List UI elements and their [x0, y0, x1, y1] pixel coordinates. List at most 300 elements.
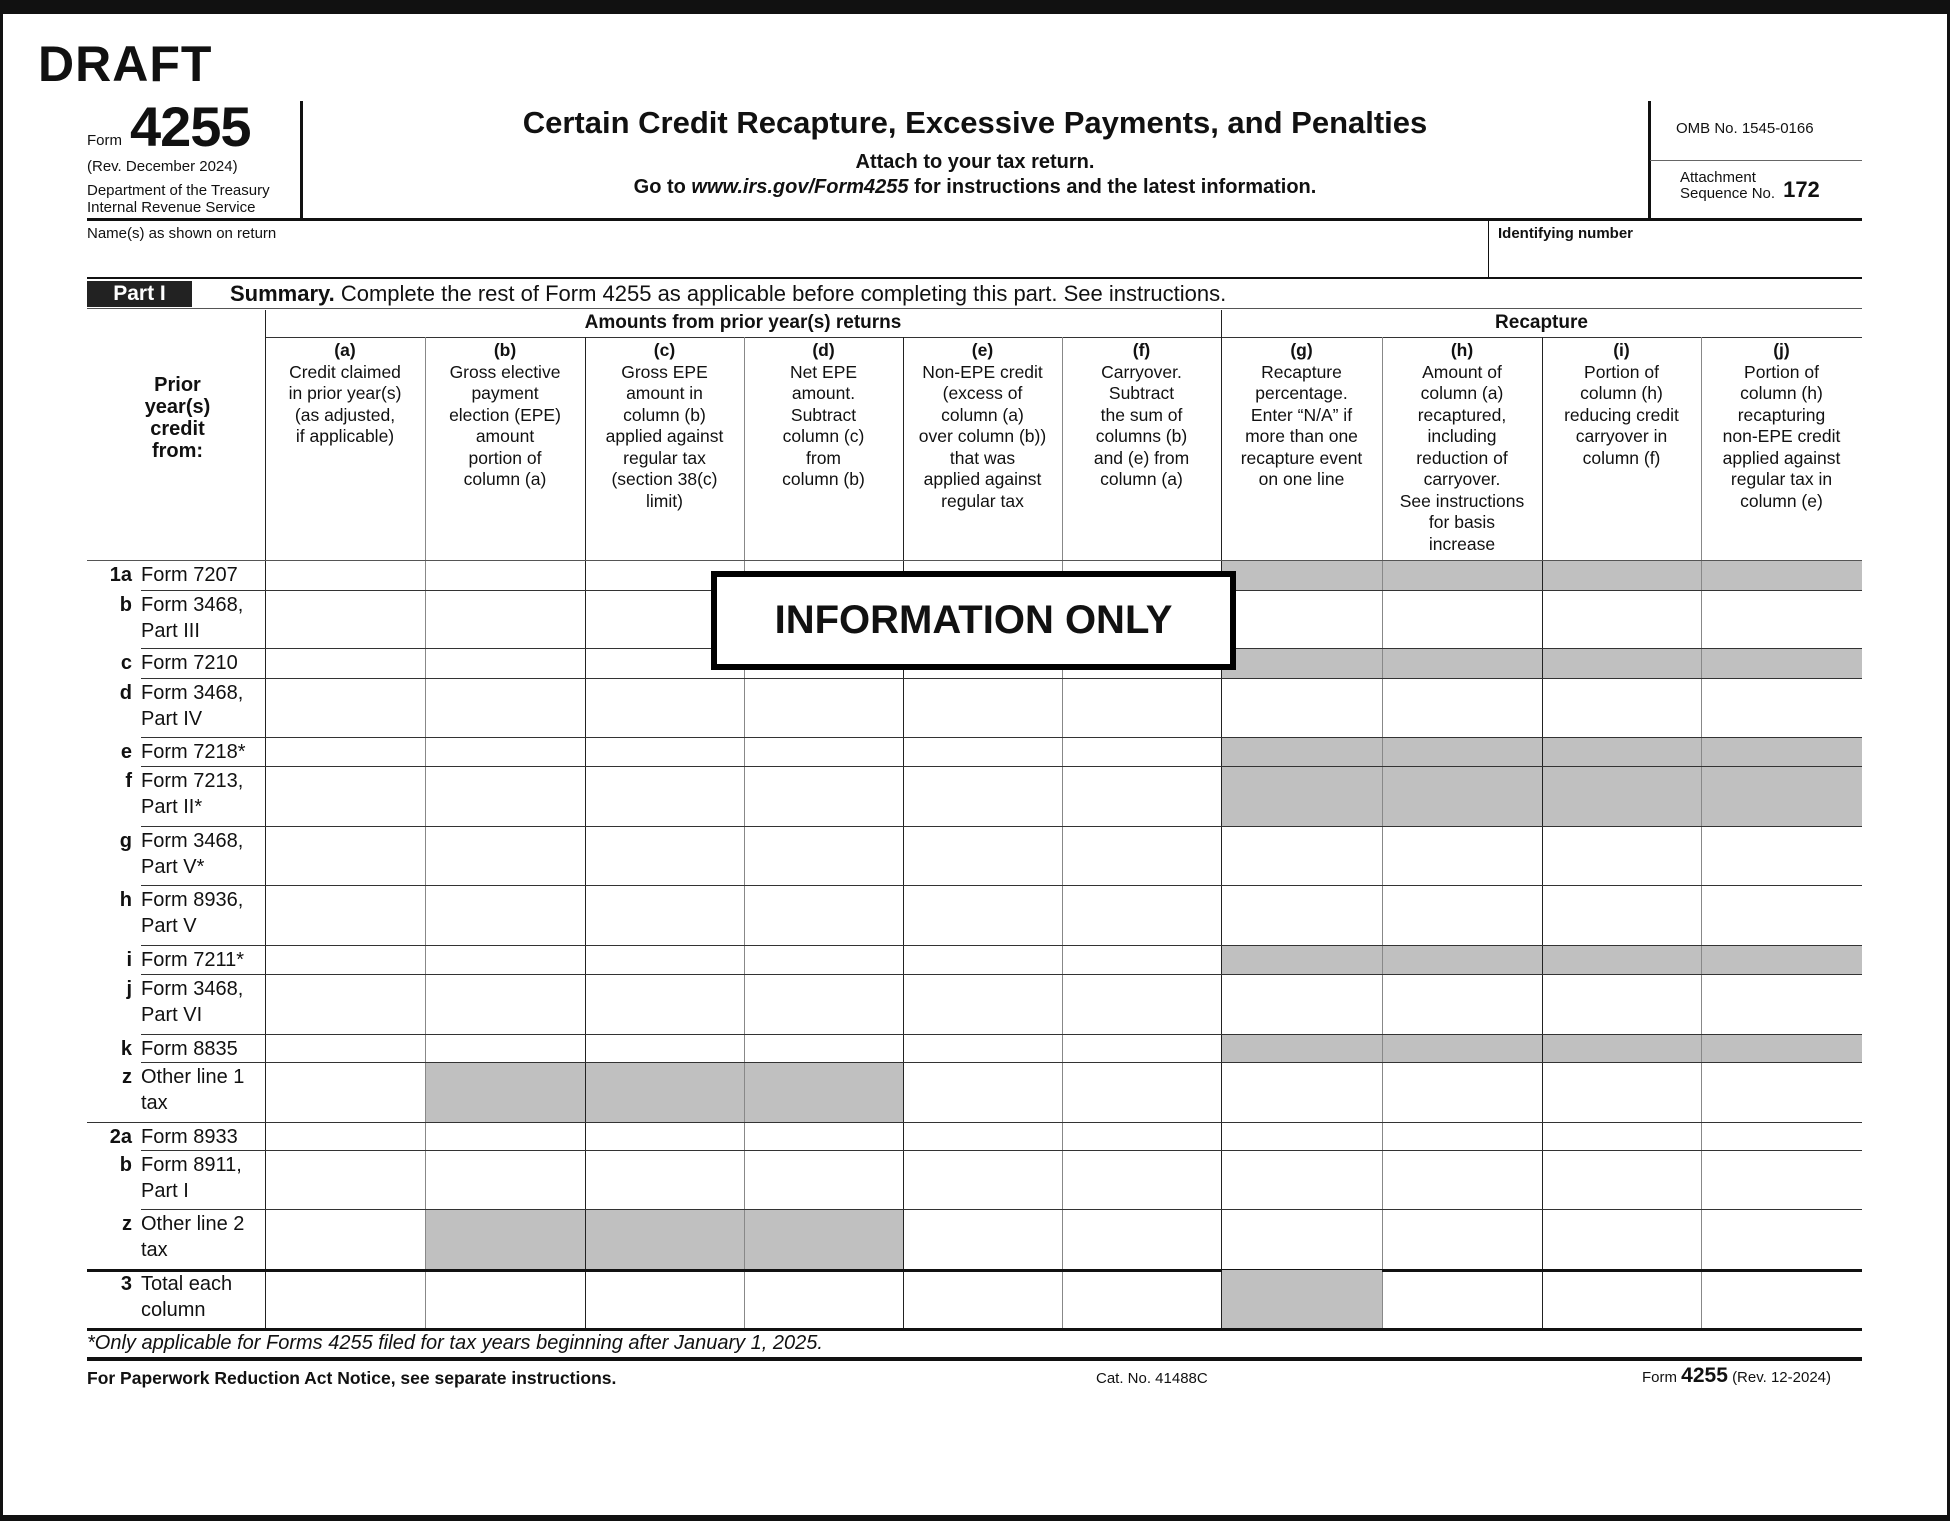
entry-cell[interactable]	[1063, 1063, 1221, 1122]
entry-cell[interactable]	[1383, 1063, 1542, 1122]
column-header-line: Enter “N/A” if	[1250, 404, 1353, 425]
entry-cell[interactable]	[586, 827, 744, 885]
entry-cell[interactable]	[1383, 679, 1542, 737]
attachment-label-2: Sequence No.	[1680, 185, 1776, 202]
entry-cell[interactable]	[1543, 827, 1701, 885]
entry-cell[interactable]	[1063, 738, 1221, 766]
shaded-cell	[1543, 946, 1701, 974]
entry-cell[interactable]	[586, 767, 744, 826]
entry-cell[interactable]	[1543, 591, 1701, 648]
entry-cell[interactable]	[1383, 975, 1542, 1034]
line-label	[141, 1036, 263, 1062]
entry-cell[interactable]	[426, 827, 585, 885]
column-header-e	[903, 340, 1062, 512]
header-bottom-rule	[87, 218, 1862, 221]
entry-cell[interactable]	[904, 946, 1062, 974]
entry-cell[interactable]	[1383, 1151, 1542, 1209]
name-field[interactable]	[87, 245, 1482, 275]
column-header-line: if applicable)	[295, 426, 395, 446]
sequence-number: 172	[1783, 177, 1820, 202]
entry-cell[interactable]	[586, 946, 744, 974]
entry-cell[interactable]	[1222, 1123, 1382, 1150]
shaded-cell	[1222, 649, 1382, 678]
column-header-line: from	[806, 447, 841, 468]
column-header-line: See instructions	[1399, 490, 1525, 511]
entry-cell[interactable]	[586, 1151, 744, 1209]
column-header-line: on one line	[1258, 469, 1345, 489]
column-header-line: column (b)	[623, 404, 706, 425]
entry-cell[interactable]	[266, 591, 425, 648]
column-header-line: column (f)	[1582, 447, 1661, 468]
line-label-text: Form 8835	[141, 1038, 238, 1060]
column-header-line: (excess of	[942, 383, 1023, 403]
goto-suffix: for instructions and the latest information.	[908, 176, 1317, 198]
entry-cell[interactable]	[745, 827, 903, 885]
column-header-line: regular tax	[623, 447, 706, 468]
column-letter: (h)	[1450, 340, 1474, 360]
shaded-cell	[1222, 946, 1382, 974]
shaded-cell	[1543, 561, 1701, 590]
line-label	[141, 1124, 263, 1150]
entry-cell[interactable]	[745, 1123, 903, 1150]
column-header-line: Credit claimed	[289, 361, 401, 382]
column-header-line: percentage.	[1255, 383, 1348, 403]
footer-form-id	[1642, 1364, 1831, 1390]
column-header-line: recaptured,	[1417, 404, 1507, 425]
line-label-text: Form 8933	[141, 1126, 238, 1148]
column-header-line: column (a)	[463, 469, 547, 489]
entry-cell[interactable]	[266, 975, 425, 1034]
column-header-c	[585, 340, 744, 512]
shaded-cell	[1222, 1035, 1382, 1062]
column-header-line: portion of	[468, 447, 542, 468]
line-label	[141, 739, 263, 765]
shaded-cell	[426, 1210, 585, 1269]
entry-cell[interactable]	[745, 767, 903, 826]
line-label-text: Form 3468,	[141, 682, 244, 704]
entry-cell[interactable]	[266, 946, 425, 974]
omb-divider	[1650, 160, 1862, 161]
line-label-text: Form 8911,	[141, 1154, 242, 1176]
shaded-cell	[745, 1063, 903, 1122]
prior-year-header-line: Prior	[154, 374, 201, 396]
shaded-cell	[426, 1063, 585, 1122]
column-header-line: over column (b))	[918, 426, 1047, 446]
column-header-line: regular tax in	[1730, 469, 1833, 489]
column-header-line: reduction of	[1416, 447, 1508, 468]
entry-cell[interactable]	[1702, 1210, 1862, 1269]
column-header-b	[425, 340, 585, 491]
entry-cell[interactable]	[1222, 1210, 1382, 1269]
entry-cell[interactable]	[1702, 975, 1862, 1034]
column-header-line: recapturing	[1737, 404, 1826, 425]
entry-cell[interactable]	[266, 1063, 425, 1122]
line-number: e	[120, 741, 132, 763]
shaded-cell	[1383, 738, 1542, 766]
shaded-cell	[1222, 767, 1382, 826]
entry-cell[interactable]	[426, 1151, 585, 1209]
entry-cell[interactable]	[745, 946, 903, 974]
header-divider-left	[300, 101, 303, 219]
column-header-line: limit)	[646, 490, 683, 511]
entry-cell[interactable]	[745, 975, 903, 1034]
line-label	[141, 680, 263, 732]
entry-cell[interactable]	[266, 886, 425, 945]
shaded-cell	[1222, 738, 1382, 766]
column-header-line: column (b)	[782, 469, 865, 489]
entry-cell[interactable]	[1222, 827, 1382, 885]
entry-cell[interactable]	[904, 1123, 1062, 1150]
entry-cell[interactable]	[586, 975, 744, 1034]
line-number: d	[119, 682, 132, 704]
paperwork-notice: For Paperwork Reduction Act Notice, see separate instructions.	[87, 1368, 617, 1388]
entry-cell[interactable]	[1702, 827, 1862, 885]
entry-cell[interactable]	[1222, 591, 1382, 648]
line-label-text: Part VI	[141, 1004, 203, 1026]
column-header-line: the sum of	[1100, 404, 1183, 425]
shaded-cell	[1383, 649, 1542, 678]
column-letter: (g)	[1290, 340, 1313, 360]
column-header-line: (as adjusted,	[294, 404, 396, 425]
attachment-label	[1680, 170, 1775, 202]
entry-cell[interactable]	[586, 1035, 744, 1062]
line-label-text: Form 7210	[141, 652, 238, 674]
entry-cell[interactable]	[1063, 946, 1221, 974]
line-label-text: Form 3468,	[141, 978, 244, 1000]
column-header-line: carryover.	[1423, 469, 1501, 489]
entry-cell[interactable]	[266, 1035, 425, 1062]
line-label-text: Part V*	[141, 856, 205, 878]
entry-cell[interactable]	[904, 1063, 1062, 1122]
entry-cell[interactable]	[745, 886, 903, 945]
entry-cell[interactable]	[745, 1151, 903, 1209]
shaded-cell	[1702, 561, 1862, 590]
column-header-line: applied against	[605, 426, 724, 446]
entry-cell[interactable]	[426, 679, 585, 737]
column-header-line: column (h)	[1580, 383, 1663, 403]
identity-bottom-rule	[87, 277, 1862, 279]
entry-cell[interactable]	[1063, 679, 1221, 737]
attachment-label-1: Attachment	[1680, 169, 1756, 186]
column-header-line: column (e)	[1740, 490, 1823, 511]
entry-cell[interactable]	[426, 561, 585, 590]
column-header-line: Subtract	[790, 404, 857, 425]
department: Department of the Treasury	[87, 182, 270, 199]
id-label: Identifying number	[1498, 225, 1633, 242]
entry-cell[interactable]	[1222, 886, 1382, 945]
entry-cell[interactable]	[586, 1270, 744, 1328]
line-label-text: Other line 2	[141, 1213, 245, 1235]
shaded-cell	[1222, 1270, 1382, 1328]
group-header-prior: Amounts from prior year(s) returns	[584, 312, 902, 333]
line-label-text: column	[141, 1299, 206, 1321]
form-title: Certain Credit Recapture, Excessive Payments, and Penalties	[522, 105, 1428, 140]
entry-cell[interactable]	[745, 1270, 903, 1328]
entry-cell[interactable]	[266, 561, 425, 590]
entry-cell[interactable]	[1543, 1210, 1701, 1269]
entry-cell[interactable]	[1543, 886, 1701, 945]
catalog-number: Cat. No. 41488C	[1096, 1370, 1208, 1387]
shaded-cell	[745, 1210, 903, 1269]
part-instruction: Complete the rest of Form 4255 as applicable before completing this part. See instructions.	[334, 281, 1227, 306]
irs-url-link[interactable]: www.irs.gov/Form4255	[691, 176, 909, 198]
entry-cell[interactable]	[904, 975, 1062, 1034]
column-header-line: that was	[949, 447, 1016, 468]
entry-cell[interactable]	[266, 679, 425, 737]
column-header-line: amount in	[626, 383, 703, 403]
line-number: 2a	[109, 1126, 132, 1148]
entry-cell[interactable]	[1222, 679, 1382, 737]
entry-cell[interactable]	[426, 1123, 585, 1150]
entry-cell[interactable]	[904, 738, 1062, 766]
line-label	[141, 768, 263, 820]
column-letter: (d)	[812, 340, 835, 360]
line-number: z	[122, 1213, 132, 1235]
name-label: Name(s) as shown on return	[87, 225, 277, 242]
entry-cell[interactable]	[1702, 1123, 1862, 1150]
shaded-cell	[1222, 561, 1382, 590]
line-number: z	[122, 1066, 132, 1088]
column-header-i	[1542, 340, 1701, 469]
shaded-cell	[1383, 946, 1542, 974]
entry-cell[interactable]	[426, 591, 585, 648]
line-number: 1a	[109, 564, 132, 586]
footer-form-number: 4255	[1681, 1364, 1728, 1387]
entry-cell[interactable]	[1063, 767, 1221, 826]
shaded-cell	[1702, 767, 1862, 826]
entry-cell[interactable]	[1383, 1123, 1542, 1150]
line-label-text: tax	[141, 1239, 168, 1261]
shaded-cell	[1702, 1035, 1862, 1062]
line-label-text: Total each	[141, 1273, 233, 1295]
line-number: b	[119, 594, 132, 616]
line-label-text: Part IV	[141, 708, 203, 730]
entry-cell[interactable]	[745, 679, 903, 737]
column-header-d	[744, 340, 903, 491]
entry-cell[interactable]	[266, 1123, 425, 1150]
column-header-line: column (a)	[1420, 383, 1504, 403]
footer-form-word: Form	[1642, 1369, 1677, 1386]
footnote: *Only applicable for Forms 4255 filed for tax years beginning after January 1, 2025.	[87, 1332, 823, 1354]
shaded-cell	[1383, 561, 1542, 590]
line-label-text: Part I	[141, 1180, 189, 1202]
column-letter: (a)	[334, 340, 356, 360]
column-letter: (b)	[493, 340, 517, 360]
entry-cell[interactable]	[266, 738, 425, 766]
shaded-cell	[1543, 649, 1701, 678]
entry-cell[interactable]	[1543, 1270, 1701, 1328]
line-label	[141, 592, 263, 644]
entry-cell[interactable]	[904, 886, 1062, 945]
entry-cell[interactable]	[904, 1151, 1062, 1209]
id-divider	[1488, 220, 1489, 277]
line-number: j	[126, 978, 132, 1000]
form-id-block	[87, 95, 297, 216]
column-header-line: Net EPE	[789, 361, 858, 382]
line-label	[141, 976, 263, 1028]
entry-cell[interactable]	[1063, 1210, 1221, 1269]
entry-cell[interactable]	[586, 679, 744, 737]
entry-cell[interactable]	[1222, 975, 1382, 1034]
entry-cell[interactable]	[1543, 1151, 1701, 1209]
part-label: Part I	[87, 281, 192, 307]
line-label	[141, 562, 263, 588]
entry-cell[interactable]	[1543, 975, 1701, 1034]
entry-cell[interactable]	[1702, 886, 1862, 945]
column-header-line: increase	[1428, 533, 1496, 554]
column-header-line: carryover in	[1575, 426, 1668, 446]
entry-cell[interactable]	[745, 1035, 903, 1062]
entry-cell[interactable]	[266, 1270, 425, 1328]
column-header-j	[1701, 340, 1862, 512]
line-number: b	[119, 1154, 132, 1176]
entry-cell[interactable]	[1702, 1270, 1862, 1328]
title-block	[310, 104, 1640, 200]
column-header-f	[1062, 340, 1221, 491]
shaded-cell	[1383, 767, 1542, 826]
form-number-line	[87, 95, 297, 158]
entry-cell[interactable]	[1702, 679, 1862, 737]
line-label	[141, 828, 263, 880]
prior-year-header-line: from:	[151, 440, 204, 462]
entry-cell[interactable]	[1383, 886, 1542, 945]
column-header-g	[1221, 340, 1382, 491]
entry-cell[interactable]	[904, 767, 1062, 826]
entry-cell[interactable]	[426, 886, 585, 945]
footer-rule	[87, 1357, 1862, 1361]
entry-cell[interactable]	[426, 767, 585, 826]
group-header-recapture: Recapture	[1495, 312, 1588, 333]
entry-cell[interactable]	[1063, 975, 1221, 1034]
entry-cell[interactable]	[266, 1210, 425, 1269]
column-header-line: Non-EPE credit	[922, 361, 1043, 382]
prior-year-header-line: year(s)	[144, 396, 211, 418]
entry-cell[interactable]	[1063, 1035, 1221, 1062]
entry-cell[interactable]	[1063, 1123, 1221, 1150]
entry-cell[interactable]	[1063, 886, 1221, 945]
entry-cell[interactable]	[426, 738, 585, 766]
entry-cell[interactable]	[266, 767, 425, 826]
line-label-text: tax	[141, 1092, 168, 1114]
form-word: Form	[87, 132, 122, 149]
column-header-line: election (EPE)	[449, 404, 561, 425]
entry-cell[interactable]	[266, 827, 425, 885]
entry-cell[interactable]	[1383, 827, 1542, 885]
line-label	[141, 947, 263, 973]
draft-watermark: DRAFT	[38, 36, 213, 92]
entry-cell[interactable]	[904, 1210, 1062, 1269]
column-header-h	[1382, 340, 1542, 555]
line-label-text: Other line 1	[141, 1066, 245, 1088]
entry-cell[interactable]	[1702, 1063, 1862, 1122]
entry-cell[interactable]	[1222, 1063, 1382, 1122]
column-header-line: Amount of	[1422, 361, 1502, 382]
shaded-cell	[586, 1063, 744, 1122]
column-header-line: for basis	[1428, 512, 1496, 532]
column-header-line: in prior year(s)	[288, 383, 402, 403]
column-header-line: Subtract	[1108, 383, 1175, 403]
column-header-line: and (e) from	[1093, 447, 1190, 468]
column-header-line: reducing credit	[1564, 404, 1679, 425]
column-header-line: columns (b)	[1095, 426, 1188, 446]
id-field[interactable]	[1494, 245, 1860, 275]
form-number: 4255	[130, 95, 251, 158]
entry-cell[interactable]	[745, 738, 903, 766]
line-label-text: Form 7207	[141, 564, 238, 586]
column-header-line: Portion of	[1584, 361, 1659, 382]
entry-cell[interactable]	[1543, 1123, 1701, 1150]
entry-cell[interactable]	[1383, 1270, 1542, 1328]
entry-cell[interactable]	[904, 1270, 1062, 1328]
line-number: 3	[120, 1273, 132, 1295]
line-label	[141, 1152, 263, 1204]
line-label	[141, 650, 263, 676]
shaded-cell	[1543, 738, 1701, 766]
entry-cell[interactable]	[426, 649, 585, 678]
entry-cell[interactable]	[426, 1035, 585, 1062]
column-header-line: payment	[471, 383, 539, 403]
entry-cell[interactable]	[1543, 1063, 1701, 1122]
agency: Internal Revenue Service	[87, 199, 256, 216]
entry-cell[interactable]	[266, 649, 425, 678]
entry-cell[interactable]	[1063, 1151, 1221, 1209]
entry-cell[interactable]	[904, 1035, 1062, 1062]
entry-cell[interactable]	[1702, 591, 1862, 648]
shaded-cell	[586, 1210, 744, 1269]
entry-cell[interactable]	[1063, 827, 1221, 885]
column-header-line: Gross EPE	[621, 361, 708, 382]
attachment-sequence	[1680, 170, 1820, 202]
line-label-text: Form 3468,	[141, 594, 244, 616]
entry-cell[interactable]	[426, 1270, 585, 1328]
entry-cell[interactable]	[426, 946, 585, 974]
column-header-line: including	[1427, 426, 1497, 446]
entry-cell[interactable]	[426, 975, 585, 1034]
entry-cell[interactable]	[586, 886, 744, 945]
prior-year-header-line: credit	[150, 418, 205, 440]
column-header-line: column (a)	[1100, 469, 1183, 489]
column-header-line: (section 38(c)	[611, 469, 718, 489]
entry-cell[interactable]	[1063, 1270, 1221, 1328]
prior-year-header	[110, 374, 245, 462]
entry-cell[interactable]	[1702, 1151, 1862, 1209]
entry-cell[interactable]	[1222, 1151, 1382, 1209]
omb-number: OMB No. 1545-0166	[1676, 120, 1814, 137]
line-label-text: Form 8936,	[141, 889, 244, 911]
line-number: f	[125, 770, 132, 792]
entry-cell[interactable]	[1383, 1210, 1542, 1269]
column-header-line: amount.	[791, 383, 856, 403]
column-header-line: Recapture	[1261, 361, 1342, 382]
column-header-a	[265, 340, 425, 448]
part-title	[230, 281, 1226, 307]
line-label-text: Form 7218*	[141, 741, 246, 763]
line-label	[141, 1271, 263, 1323]
entry-cell[interactable]	[1543, 679, 1701, 737]
column-header-line: applied against	[1722, 447, 1841, 468]
entry-cell[interactable]	[904, 827, 1062, 885]
entry-cell[interactable]	[904, 679, 1062, 737]
entry-cell[interactable]	[1383, 591, 1542, 648]
entry-cell[interactable]	[266, 1151, 425, 1209]
entry-cell[interactable]	[586, 738, 744, 766]
column-header-line: Gross elective	[449, 361, 561, 382]
part-title-bold: Summary.	[230, 281, 335, 306]
line-number: g	[119, 830, 132, 852]
entry-cell[interactable]	[586, 1123, 744, 1150]
line-label	[141, 887, 263, 939]
column-header-line: Carryover.	[1101, 361, 1182, 382]
